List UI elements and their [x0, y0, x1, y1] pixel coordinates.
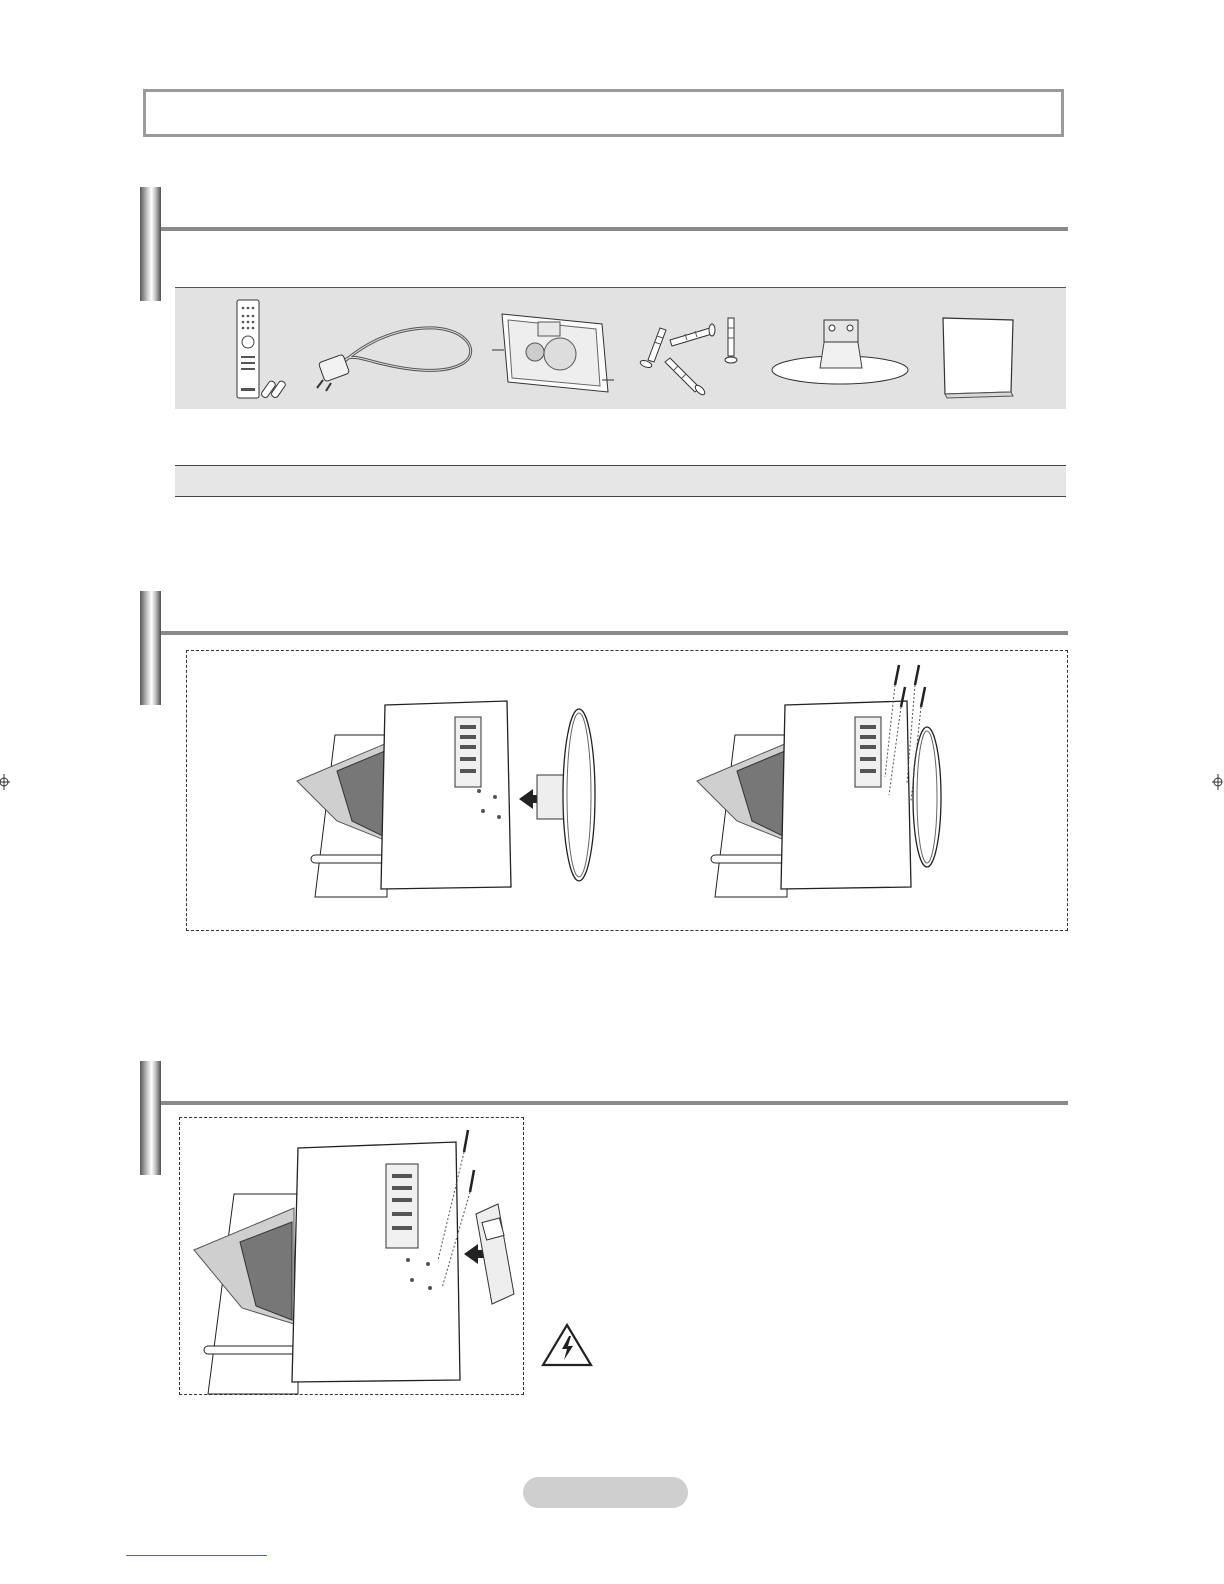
stand-icon: [768, 300, 918, 400]
accessories-band: [175, 287, 1066, 409]
screws-icon: [630, 298, 760, 398]
accessories-note-band: [175, 465, 1066, 497]
section-rule: [161, 227, 1068, 231]
cleaning-cloth-icon: [935, 310, 1025, 410]
section-rule: [161, 1101, 1068, 1105]
page-title-box: [143, 89, 1064, 137]
section-rule: [161, 631, 1068, 635]
stand-illustration-frame: [186, 650, 1068, 931]
warning-electric-shock-icon: [540, 1322, 594, 1368]
stand-attach-step1-illustration: [297, 671, 637, 931]
remote-control-icon: [225, 296, 325, 406]
section-marker-bar: [140, 1061, 161, 1175]
section-marker-bar: [140, 591, 161, 705]
registration-mark-icon: [1210, 774, 1222, 790]
cover-bottom-icon: [490, 302, 620, 402]
section-marker-bar: [140, 187, 161, 301]
page-number-pill: [523, 1477, 688, 1508]
registration-mark-icon: [0, 774, 12, 790]
cover-attach-illustration: [194, 1124, 524, 1394]
stand-attach-step2-illustration: [697, 661, 1037, 931]
footer-rule: [126, 1555, 267, 1556]
power-cord-icon: [315, 300, 485, 400]
cover-illustration-frame: [179, 1117, 524, 1395]
